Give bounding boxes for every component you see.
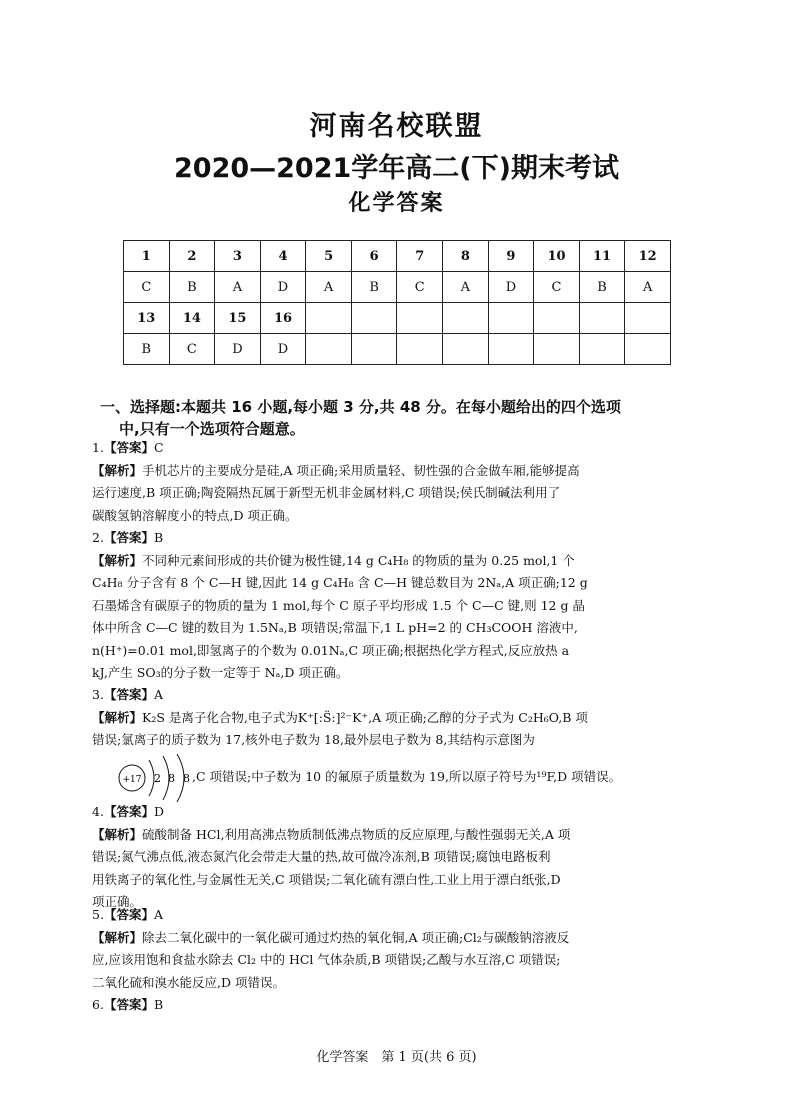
answer-cell [534,303,580,334]
analysis-line: 运行速度,B 项正确;陶瓷隔热瓦属于新型无机非金属材料,C 项错误;侯氏制碱法利用了 [92,485,561,500]
answer-cell: 14 [169,303,215,334]
answer-label: 【答案】 [103,440,154,455]
answer-label: 【答案】 [103,804,154,819]
answer-cell: B [351,272,397,303]
question-number: 4. [92,804,104,819]
answer-label: 【答案】 [103,530,154,545]
answer-cell [397,334,443,365]
answer-table-row [124,241,671,272]
question-number: 2. [92,530,104,545]
title-subject: 化学答案 [348,191,445,216]
answer-cell [351,303,397,334]
section-heading-line: 一、选择题:本题共 16 小题,每小题 3 分,共 48 分。在每小题给出的四个选项 [100,398,621,416]
question-number: 6. [92,997,104,1012]
answer-table-row [124,334,671,365]
answer-cell: D [488,272,534,303]
analysis-line [92,460,702,483]
answer-cell: A [443,272,489,303]
analysis-line [92,707,702,730]
answer-cell: 15 [215,303,261,334]
answer-cell: 7 [397,241,443,272]
answer-cell [443,334,489,365]
answer-value: B [153,530,164,545]
answer-cell [488,334,534,365]
answer-cell: A [215,272,261,303]
answer-table-row [124,303,671,334]
answer-label: 【答案】 [103,997,154,1012]
analysis-text: 除去二氧化碳中的一氧化碳可通过灼热的氧化铜,A 项正确;Cl₂与碳酸钠溶液反 [142,929,570,945]
analysis-label: 【解析】 [92,826,143,842]
answer-cell: D [260,272,306,303]
analysis-label: 【解析】 [92,462,143,478]
analysis-text: ,C 项错误;中子数为 10 的氟原子质量数为 19,所以原子符号为¹⁹F,D 项错误。 [192,768,622,784]
shell-electron-count: 2 [154,771,161,785]
answer-cell: 6 [351,241,397,272]
answer-cell: B [579,272,625,303]
page-footer: 化学答案 第 1 页(共 6 页) [316,1050,477,1065]
analysis-line: 应,应该用饱和食盐水除去 Cl₂ 中的 HCl 气体杂质,B 项错误;乙酸与水互溶,C 项错误; [92,952,561,967]
answer-cell: 11 [579,241,625,272]
analysis-line: 二氧化硫和溴水能反应,D 项错误。 [92,974,285,990]
answer-cell [579,303,625,334]
answer-cell: A [306,272,352,303]
answer-line [92,904,702,927]
analysis-text: 硫酸制备 HCl,利用高沸点物质制低沸点物质的反应原理,与酸性强弱无关,A 项 [142,826,571,842]
question-2 [92,527,702,685]
answer-cell [534,334,580,365]
answer-cell [351,334,397,365]
answer-cell: C [169,334,215,365]
analysis-text: K₂S 是离子化合物,电子式为K⁺[:S̈:]²⁻K⁺,A 项正确;乙醇的分子式为 C₂H₆O,B 项 [142,709,588,725]
analysis-line: 体中所含 C—C 键的数目为 1.5Nₐ,B 项错误;常温下,1 L pH=2 的 CH₃COOH 溶液中, [92,620,578,635]
answer-cell: 3 [215,241,261,272]
analysis-text: 手机芯片的主要成分是硅,A 项正确;采用质量轻、韧性强的合金做车厢,能够提高 [142,462,580,478]
answer-cell: 9 [488,241,534,272]
shell-electron-count: 8 [168,771,175,785]
analysis-line: 碳酸氢钠溶解度小的特点,D 项正确。 [92,507,298,523]
chloride-structure-row [92,752,702,804]
section-heading-line: 中,只有一个选项符合题意。 [119,420,305,438]
analysis-line [92,550,702,573]
answer-cell: 10 [534,241,580,272]
answer-cell: B [124,334,170,365]
answer-cell [306,303,352,334]
analysis-text: 不同种元素间形成的共价键为极性键,14 g C₄H₈ 的物质的量为 0.25 mol,1 个 [142,552,575,568]
section-heading [100,396,740,440]
question-6 [92,994,702,1017]
analysis-label: 【解析】 [92,552,143,568]
answer-table [123,240,671,365]
answer-cell [443,303,489,334]
answer-value: A [153,907,163,922]
answer-cell: 1 [124,241,170,272]
question-1 [92,437,702,527]
answer-cell: C [534,272,580,303]
answer-line [92,527,702,550]
title-exam: 2020—2021学年高二(下)期末考试 [174,153,619,184]
answer-line [92,994,702,1017]
answer-cell: 4 [260,241,306,272]
answer-label: 【答案】 [103,907,154,922]
answer-cell [397,303,443,334]
analysis-label: 【解析】 [92,929,143,945]
analysis-line: n(H⁺)=0.01 mol,即氢离子的个数为 0.01Nₐ,C 项正确;根据热化学方程式,反应放热 a [92,642,570,658]
analysis-line: 错误;氮气沸点低,液态氮汽化会带走大量的热,故可做冷冻剂,B 项错误;腐蚀电路板利 [92,849,551,864]
nucleus-charge: +17 [122,774,142,785]
answer-cell: B [169,272,215,303]
question-number: 5. [92,907,104,922]
answer-cell: 8 [443,241,489,272]
analysis-line: C₄H₈ 分子含有 8 个 C—H 键,因此 14 g C₄H₈ 含 C—H 键总数目为 2Nₐ,A 项正确;12 g [92,575,588,590]
answer-cell [306,334,352,365]
answer-label: 【答案】 [103,687,154,702]
answer-cell: 16 [260,303,306,334]
shell-electron-count: 8 [183,771,190,785]
answer-table-row [124,272,671,303]
analysis-line: 石墨烯含有碳原子的物质的量为 1 mol,每个 C 原子平均形成 1.5 个 C—C 键,则 12 g 晶 [92,597,585,613]
question-4 [92,801,702,914]
answer-value: D [153,804,164,819]
analysis-label: 【解析】 [92,709,143,725]
analysis-line: kJ,产生 SO₃的分子数一定等于 Nₐ,D 项正确。 [92,665,349,680]
answer-cell: 13 [124,303,170,334]
analysis-line [92,824,702,847]
title-league: 河南名校联盟 [309,111,484,142]
question-number: 3. [92,687,104,702]
analysis-line: 错误;氯离子的质子数为 17,核外电子数为 18,最外层电子数为 8,其结构示意图为 [92,732,535,747]
answer-line [92,684,702,707]
answer-cell [625,303,671,334]
answer-cell: C [124,272,170,303]
question-3 [92,684,702,804]
answer-cell [488,303,534,334]
question-number: 1. [92,440,104,455]
analysis-line [92,927,702,950]
question-5 [92,904,702,994]
answer-cell: A [625,272,671,303]
analysis-line: 用铁离子的氧化性,与金属性无关,C 项错误;二氧化硫有漂白性,工业上用于漂白纸张,D [92,871,561,887]
answer-cell: 5 [306,241,352,272]
answer-value: C [153,440,164,455]
answer-cell [625,334,671,365]
answer-cell: D [215,334,261,365]
answer-value: A [153,687,163,702]
answer-cell: 2 [169,241,215,272]
analysis-line: 项正确。 [92,894,143,909]
answer-value: B [153,997,164,1012]
answer-cell: D [260,334,306,365]
answer-line [92,801,702,824]
answer-cell: C [397,272,443,303]
answer-cell [579,334,625,365]
answer-cell: 12 [625,241,671,272]
answer-line [92,437,702,460]
